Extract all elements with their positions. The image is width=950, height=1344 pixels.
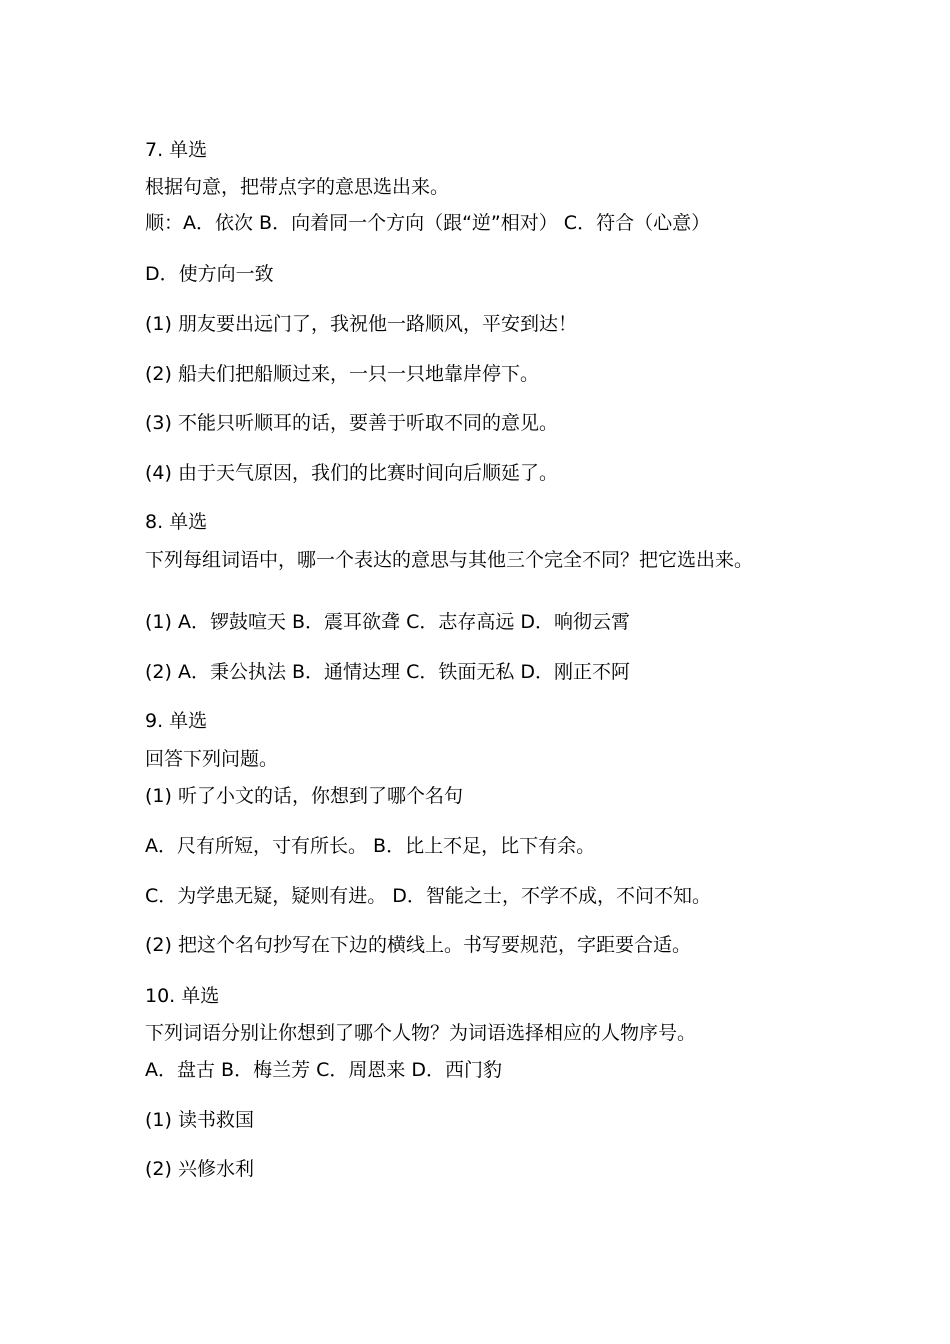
q7-options-line1: 顺：A．依次 B．向着同一个方向（跟“逆”相对） C．符合（心意）	[145, 212, 711, 234]
q10-options: A．盘古 B．梅兰芳 C．周恩来 D．西门豹	[145, 1059, 503, 1081]
q8-header: 8. 单选	[145, 511, 208, 533]
q8-item-1: (1) A．锣鼓喧天 B．震耳欲聋 C．志存高远 D．响彻云霄	[145, 611, 631, 633]
q7-item-4: (4) 由于天气原因，我们的比赛时间向后顺延了。	[145, 462, 558, 484]
q7-instruction: 根据句意，把带点字的意思选出来。	[145, 176, 450, 198]
q10-instruction: 下列词语分别让你想到了哪个人物？为词语选择相应的人物序号。	[145, 1022, 697, 1044]
q9-options-line1: A．尺有所短，寸有所长。 B．比上不足，比下有余。	[145, 835, 596, 857]
q8-instruction: 下列每组词语中，哪一个表达的意思与其他三个完全不同？把它选出来。	[145, 549, 754, 571]
q10-item-1: (1) 读书救国	[145, 1109, 254, 1131]
q9-sub2: (2) 把这个名句抄写在下边的横线上。书写要规范，字距要合适。	[145, 934, 691, 956]
q7-item-2: (2) 船夫们把船顺过来，一只一只地靠岸停下。	[145, 363, 539, 385]
q10-item-2: (2) 兴修水利	[145, 1158, 254, 1180]
q9-header: 9. 单选	[145, 710, 208, 732]
q9-options-line2: C．为学患无疑，疑则有进。 D．智能之士，不学不成，不问不知。	[145, 885, 711, 907]
q7-header: 7. 单选	[145, 139, 208, 161]
q8-item-2: (2) A．秉公执法 B．通情达理 C．铁面无私 D．刚正不阿	[145, 661, 631, 683]
q7-options-line2: D．使方向一致	[145, 263, 274, 285]
q7-item-1: (1) 朋友要出远门了，我祝他一路顺风，平安到达！	[145, 313, 577, 335]
q9-instruction: 回答下列问题。	[145, 748, 279, 770]
q9-sub1: (1) 听了小文的话，你想到了哪个名句	[145, 785, 463, 807]
q7-item-3: (3) 不能只听顺耳的话，要善于听取不同的意见。	[145, 412, 558, 434]
q10-header: 10. 单选	[145, 985, 220, 1007]
